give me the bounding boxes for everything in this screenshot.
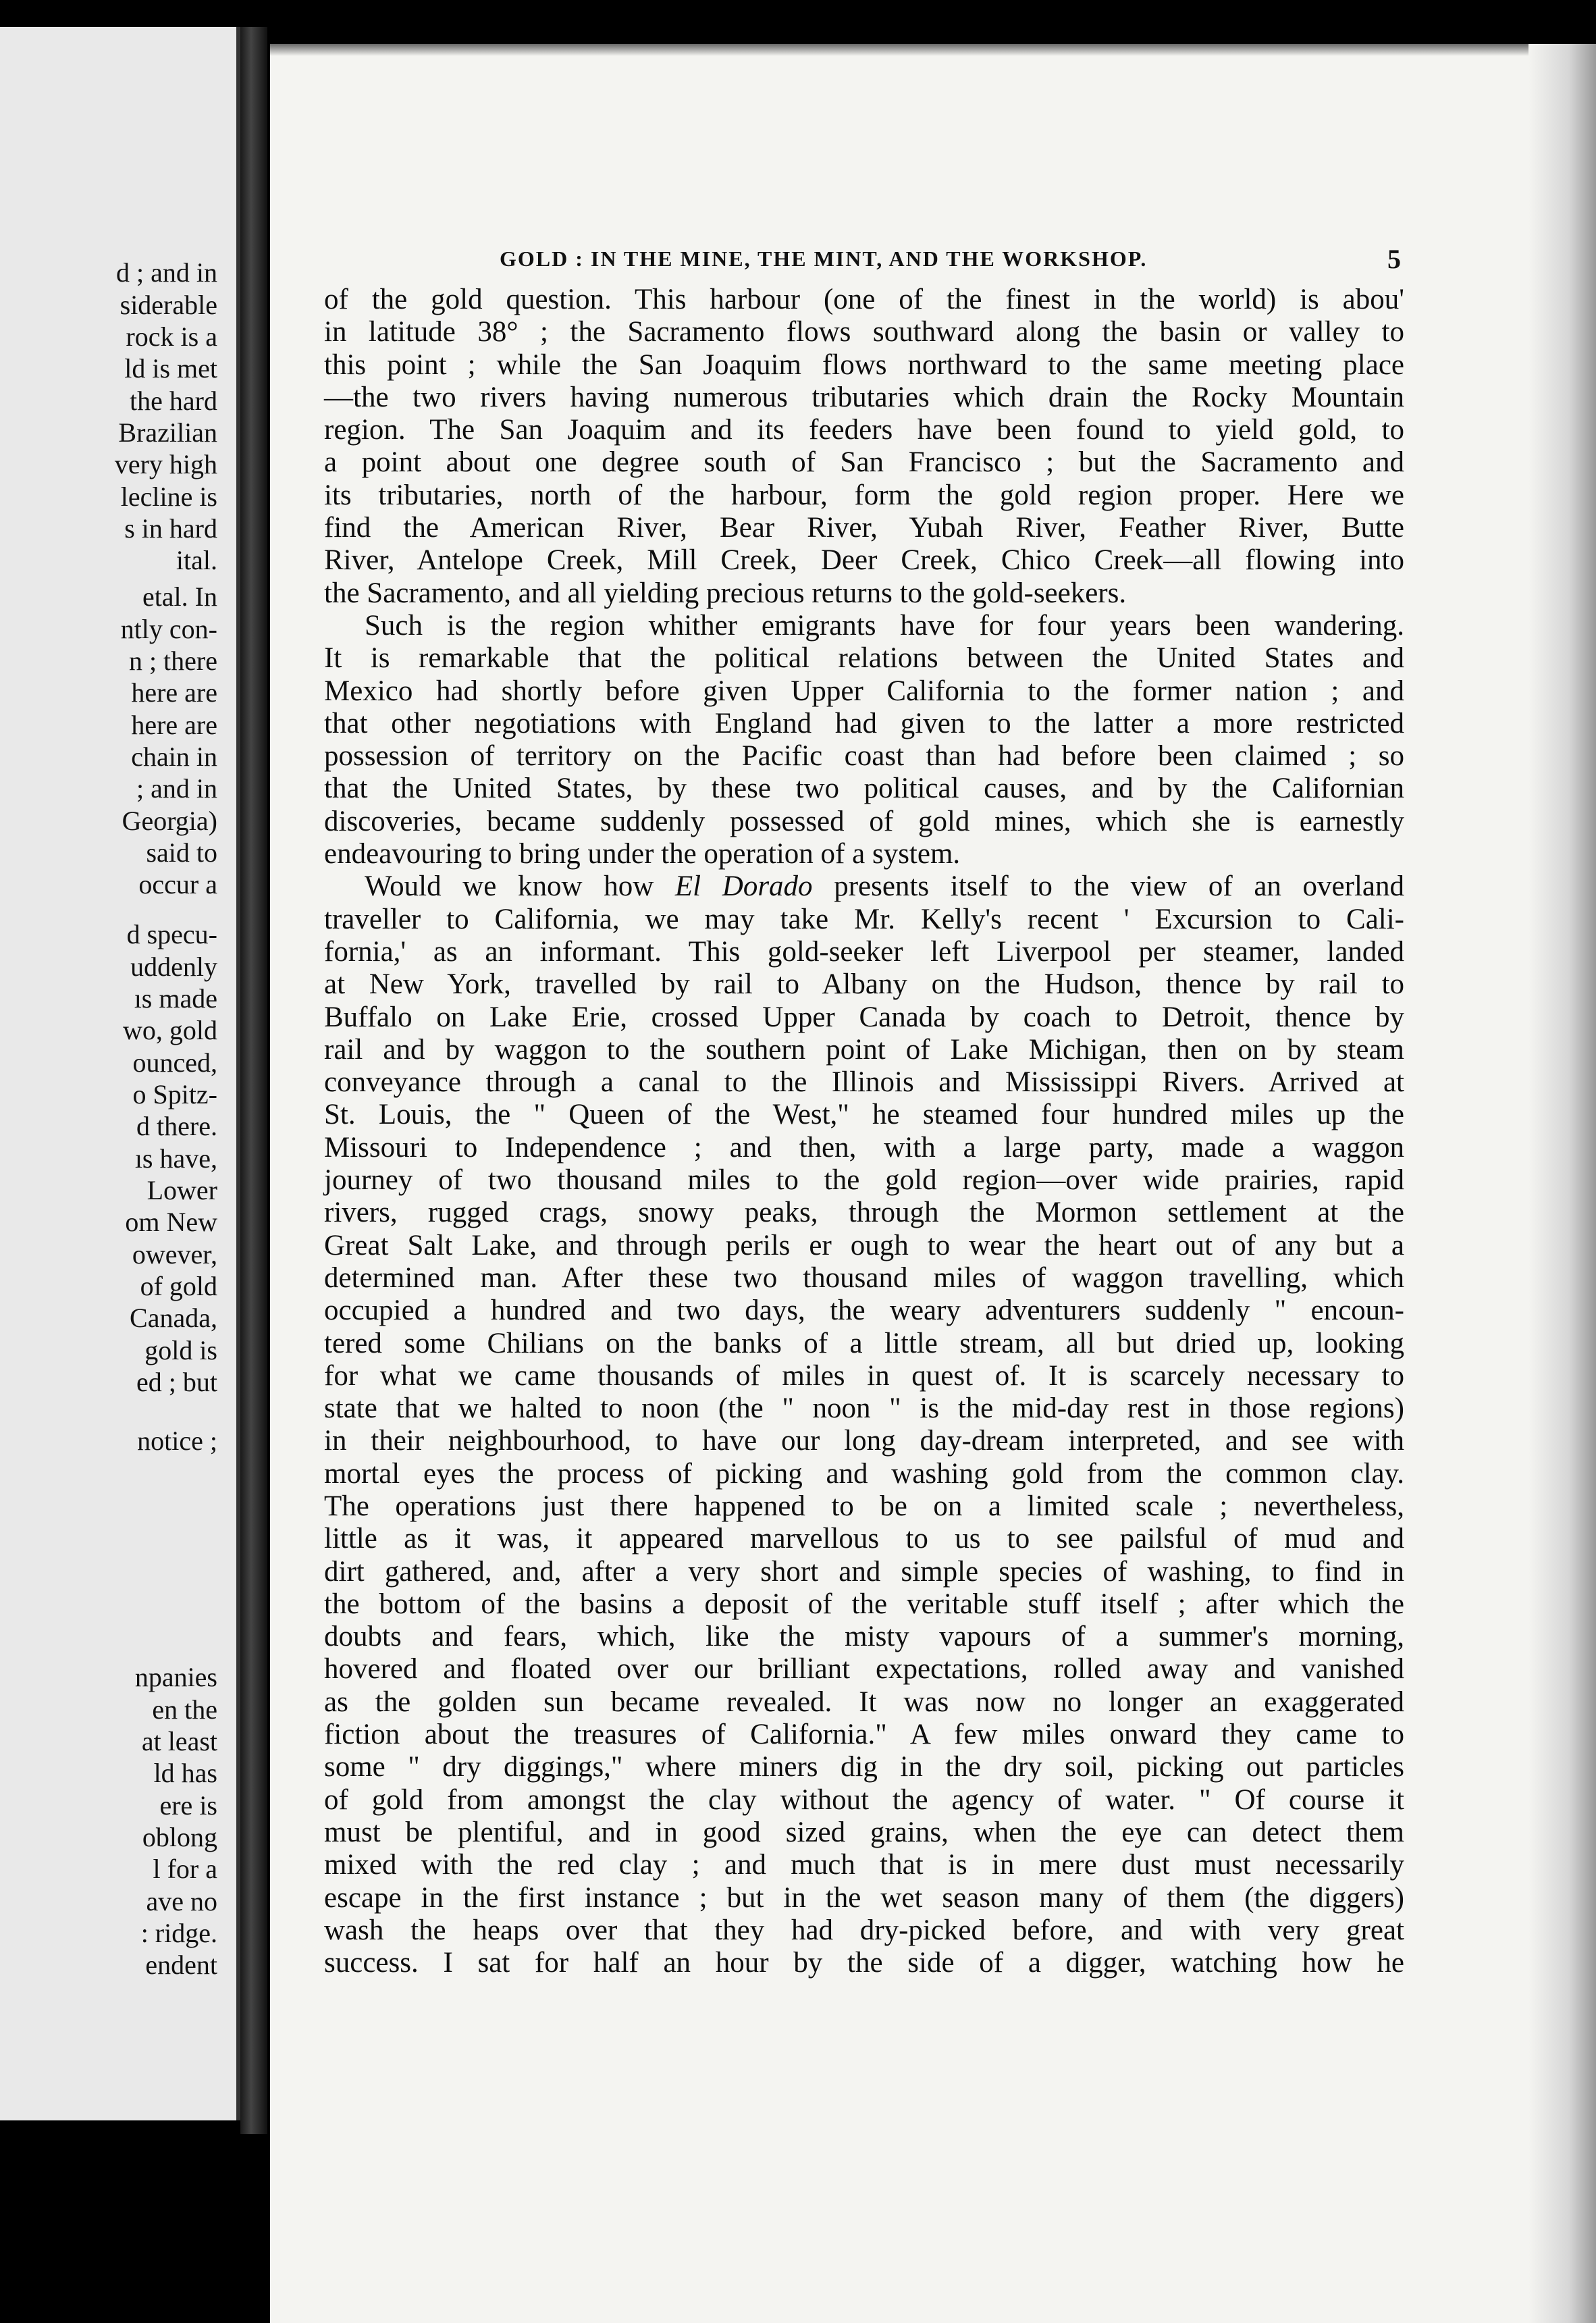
left-page-line: endent (145, 1950, 217, 1980)
italic-phrase: El Dorado (674, 870, 813, 903)
body-line: escape in the first instance ; but in the wet season many of them (the diggers) (324, 1881, 1404, 1914)
body-line: tered some Chilians on the banks of a little stream, all but dried up, looking (324, 1327, 1404, 1359)
body-line: possession of territory on the Pacific coast than had before been claimed ; so (324, 740, 1404, 773)
left-page-line: the hard (130, 386, 217, 416)
body-line: the bottom of the basins a deposit of the veritable stuff itself ; after which the (324, 1588, 1404, 1620)
body-line: St. Louis, the " Queen of the West," he steamed four hundred miles up the (324, 1099, 1404, 1131)
body-line: must be plentiful, and in good sized grains, when the eye can detect them (324, 1816, 1404, 1848)
body-line: of the gold question. This harbour (one of the finest in the world) is abou' (324, 284, 1404, 315)
body-line: that the United States, by these two political causes, and by the Californian (324, 773, 1404, 805)
body-line: the Sacramento, and all yielding precious returns to the gold-seekers. (324, 577, 1127, 609)
body-line: Such is the region whither emigrants have for four years been wandering. (365, 609, 1404, 642)
body-line: River, Antelope Creek, Mill Creek, Deer Creek, Chico Creek—all flowing into (324, 544, 1404, 577)
left-page-line: wo, gold (123, 1015, 217, 1045)
body-line: fiction about the treasures of California." A few miles onward they came to (324, 1719, 1404, 1751)
body-line: —the two rivers having numerous tributaries which drain the Rocky Mountain (324, 381, 1404, 413)
left-page-line: o Spitz- (132, 1079, 217, 1110)
right-page (270, 44, 1596, 2323)
left-page-line: ounced, (132, 1047, 217, 1078)
body-line: Great Salt Lake, and through perils er ough to wear the heart out of any but a (324, 1229, 1404, 1261)
left-page-line: ; and in (136, 773, 217, 804)
left-page-line: : ridge. (140, 1918, 217, 1948)
body-line: at New York, travelled by rail to Albany on the Hudson, thence by rail to (324, 968, 1404, 1001)
left-page-line: ed ; but (136, 1367, 217, 1397)
body-line: region. The San Joaquim and its feeders have been found to yield gold, to (324, 414, 1404, 446)
body-line: Missouri to Independence ; and then, with a large party, made a waggon (324, 1131, 1404, 1164)
body-line: traveller to California, we may take Mr. Kelly's recent ' Excursion to Cali- (324, 903, 1404, 935)
body-line: mixed with the red clay ; and much that is in mere dust must necessarily (324, 1849, 1404, 1881)
body-text (324, 284, 1404, 1979)
left-page-line: notice ; (137, 1426, 217, 1456)
body-line: little as it was, it appeared marvellous to us to see pailsful of mud and (324, 1523, 1404, 1555)
left-page-line: rock is a (126, 321, 217, 352)
left-page-line: oblong (142, 1822, 217, 1852)
body-line: rail and by waggon to the southern point of Lake Michigan, then on by steam (324, 1033, 1404, 1066)
left-page-line: l for a (153, 1854, 217, 1884)
body-line: rivers, rugged crags, snowy peaks, through the Mormon settlement at the (324, 1197, 1404, 1229)
page-edge-shadow (1528, 44, 1596, 2323)
body-line: as the golden sun became revealed. It was now no longer an exaggerated (324, 1686, 1404, 1718)
left-page-line: here are (131, 710, 217, 740)
left-page-line: ıs have, (134, 1143, 217, 1174)
body-line: journey of two thousand miles to the gold region—over wide prairies, rapid (324, 1164, 1404, 1197)
body-line: endeavouring to bring under the operation of a system. (324, 838, 961, 870)
body-line: hovered and floated over our brilliant expectations, rolled away and vanished (324, 1653, 1404, 1686)
body-line: The operations just there happened to be on a limited scale ; nevertheless, (324, 1490, 1404, 1522)
body-line: doubts and fears, which, like the misty vapours of a summer's morning, (324, 1621, 1404, 1653)
left-page-line: ld has (153, 1758, 217, 1788)
body-line: It is remarkable that the political relations between the United States and (324, 642, 1404, 675)
left-page-line: n ; there (128, 646, 217, 676)
body-line: state that we halted to noon (the " noon " is the mid-day rest in those regions) (324, 1392, 1404, 1425)
left-page-line: etal. In (142, 581, 217, 612)
left-page-line: Canada, (130, 1303, 217, 1333)
body-line: its tributaries, north of the harbour, form the gold region proper. Here we (324, 479, 1404, 511)
left-page-fragment (0, 27, 240, 2120)
body-line: wash the heaps over that they had dry-picked before, and with very great (324, 1914, 1404, 1946)
running-head: GOLD : IN THE MINE, THE MINT, AND THE WORKSHOP. (500, 246, 1148, 271)
body-line: in their neighbourhood, to have our long day-dream interpreted, and see with (324, 1425, 1404, 1457)
left-page-line: very high (114, 449, 217, 479)
left-page-line: ere is (159, 1790, 217, 1821)
left-page-line: npanies (134, 1662, 217, 1692)
body-line: determined man. After these two thousand miles of waggon travelling, which (324, 1261, 1404, 1294)
book-gutter (240, 27, 267, 2134)
page-top-shadow (270, 44, 1596, 56)
left-page-line: owever, (132, 1239, 217, 1270)
body-line: discoveries, became suddenly possessed of gold mines, which she is earnestly (324, 805, 1404, 837)
left-page-line: ave no (146, 1886, 217, 1916)
left-page-line: d ; and in (116, 257, 217, 288)
body-line: mortal eyes the process of picking and washing gold from the common clay. (324, 1457, 1404, 1490)
body-line: dirt gathered, and, after a very short and simple species of washing, to find in (324, 1555, 1404, 1588)
body-line: conveyance through a canal to the Illinois and Mississippi Rivers. Arrived at (324, 1066, 1404, 1099)
body-line: find the American River, Bear River, Yubah River, Feather River, Butte (324, 512, 1404, 544)
left-page-line: Lower (147, 1175, 217, 1205)
left-page-line: occur a (138, 869, 217, 899)
left-page-line: of gold (140, 1271, 217, 1301)
body-line: in latitude 38° ; the Sacramento flows southward along the basin or valley to (324, 316, 1404, 348)
body-line: Buffalo on Lake Erie, crossed Upper Canada by coach to Detroit, thence by (324, 1001, 1404, 1033)
left-page-line: ıs made (134, 983, 217, 1014)
left-page-line: chain in (131, 741, 217, 772)
body-line: success. I sat for half an hour by the side of a digger, watching how he (324, 1947, 1404, 1979)
left-page-line: s in hard (124, 513, 217, 544)
left-page-line: said to (146, 837, 217, 868)
left-page-line: Georgia) (122, 806, 217, 836)
left-page-line: en the (152, 1694, 217, 1725)
body-line: that other negotiations with England had given to the latter a more restricted (324, 707, 1404, 739)
left-page-line: Brazilian (118, 417, 217, 448)
left-page-line: ld is met (124, 353, 217, 384)
body-line: Would we know how El Dorado presents itself to the view of an overland (365, 870, 1404, 903)
body-line: fornia,' as an informant. This gold-seeker left Liverpool per steamer, landed (324, 935, 1404, 968)
left-page-line: ntly con- (120, 614, 217, 644)
body-line: this point ; while the San Joaquim flows northward to the same meeting place (324, 348, 1404, 381)
body-line: of gold from amongst the clay without the agency of water. " Of course it (324, 1783, 1404, 1816)
left-page-line: uddenly (130, 951, 217, 982)
left-page-line: at least (141, 1726, 217, 1756)
left-page-line: ital. (176, 545, 217, 575)
body-line: Mexico had shortly before given Upper California to the former nation ; and (324, 675, 1404, 707)
left-page-line: lecline is (120, 481, 217, 512)
left-page-line: siderable (119, 290, 217, 320)
page-number: 5 (1387, 244, 1401, 274)
body-line: a point about one degree south of San Francisco ; but the Sacramento and (324, 446, 1404, 479)
body-line: some " dry diggings," where miners dig in the dry soil, picking out particles (324, 1751, 1404, 1783)
body-line: occupied a hundred and two days, the weary adventurers suddenly " encoun- (324, 1295, 1404, 1327)
left-page-line: d there. (136, 1111, 217, 1141)
left-page-line: here are (131, 677, 217, 708)
left-page-line: gold is (144, 1335, 217, 1365)
left-page-line: om New (125, 1207, 217, 1237)
left-page-line: d specu- (126, 919, 217, 949)
body-line: for what we came thousands of miles in quest of. It is scarcely necessary to (324, 1359, 1404, 1392)
